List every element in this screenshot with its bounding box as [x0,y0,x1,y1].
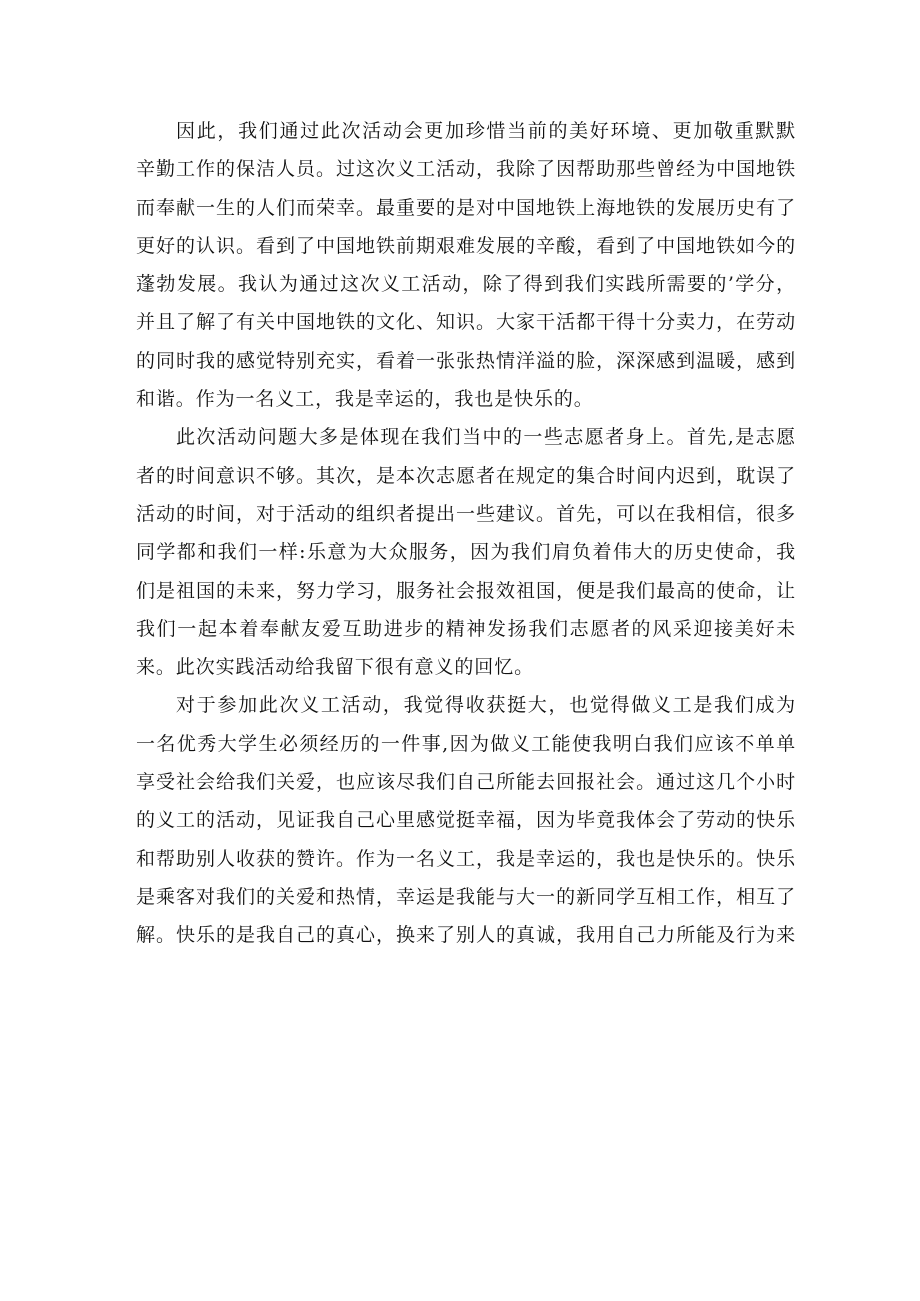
paragraph-3 [136,686,796,954]
text-line: 蓬勃发展。我认为通过这次义工活动，除了得到我们实践所需要的’学分， [136,273,796,296]
text-line: 同学都和我们一样:乐意为大众服务，因为我们肩负着伟大的历史使命，我 [136,541,796,564]
text-line: 和帮助别人收获的赞许。作为一名义工，我是幸运的，我也是快乐的。快乐 [136,847,796,870]
paragraph-1 [136,112,796,418]
text-line: 享受社会给我们关爱，也应该尽我们自己所能去回报社会。通过这几个小时 [136,771,796,794]
text-line: 来。此次实践活动给我留下很有意义的回忆。 [136,656,535,679]
text-line: 我们一起本着奉献友爱互助进步的精神发扬我们志愿者的风采迎接美好未 [136,617,796,640]
text-line: 者的时间意识不够。其次，是本次志愿者在规定的集合时间内迟到，耽误了 [136,464,796,487]
text-line: 此次活动问题大多是体现在我们当中的一些志愿者身上。首先,是志愿 [176,426,796,449]
text-line: 因此，我们通过此次活动会更加珍惜当前的美好环境、更加敬重默默 [176,120,796,142]
text-line: 对于参加此次义工活动，我觉得收获挺大，也觉得做义工是我们成为 [176,694,796,717]
text-line: 是乘客对我们的关爱和热情，幸运是我能与大一的新同学互相工作，相互了 [136,885,796,908]
text-line: 辛勤工作的保洁人员。过这次义工活动，我除了因帮助那些曾经为中国地铁 [136,158,796,181]
text-line: 活动的时间，对于活动的组织者提出一些建议。首先，可以在我相信，很多 [136,502,796,525]
text-line: 更好的认识。看到了中国地铁前期艰难发展的辛酸，看到了中国地铁如今的 [136,234,796,257]
text-line: 一名优秀大学生必须经历的一件事,因为做义工能使我明白我们应该不单单 [136,732,796,755]
text-line: 解。快乐的是我自己的真心，换来了别人的真诚，我用自己力所能及行为来 [136,924,796,947]
text-line: 们是祖国的未来，努力学习，服务社会报效祖国，便是我们最高的使命，让 [136,579,796,602]
text-line: 并且了解了有关中国地铁的文化、知识。大家干活都干得十分卖力，在劳动 [136,311,796,334]
text-line: 而奉献一生的人们而荣幸。最重要的是对中国地铁上海地铁的发展历史有了 [136,196,796,219]
text-line: 的义工的活动，见证我自己心里感觉挺幸福，因为毕竟我体会了劳动的快乐 [136,809,796,832]
text-line: 和谐。作为一名义工，我是幸运的，我也是快乐的。 [136,388,594,411]
document-body [136,112,796,955]
paragraph-2 [136,418,796,686]
text-line: 的同时我的感觉特别充实，看着一张张热情洋溢的脸，深深感到温暖，感到 [136,349,796,372]
